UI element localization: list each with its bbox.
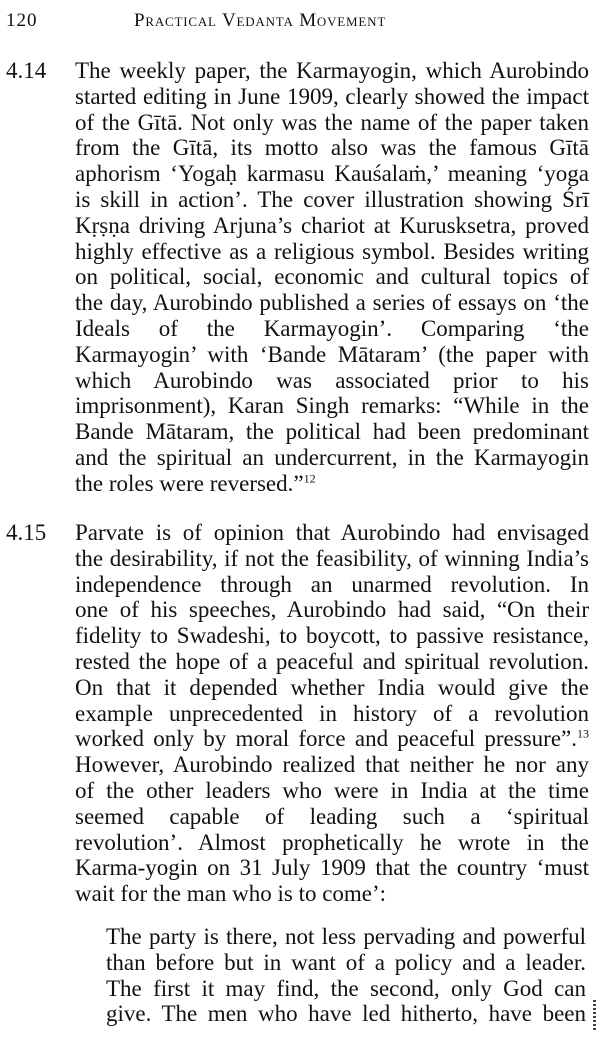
page-number: 120 [6,10,38,31]
quote-line: give. The men who have led hitherto, have been [106,1001,586,1027]
text-line: which Aurobindo was associated prior to his [75,367,589,393]
text-line: example unprecedented in history of a revolution [75,700,589,726]
section-number: 4.15 [6,520,47,545]
quote-line: than before but in want of a policy and a leader. [106,949,586,975]
section-body [75,520,589,907]
footnote-marker: 12 [303,471,316,486]
text-line: on political, social, economic and cultural topics of [75,264,589,290]
text-line: revolution’. Almost prophetically he wrote in the [75,829,589,855]
section-body [75,58,589,497]
quote-line: The first it may find, the second, only God can [106,975,586,1001]
text-line: one of his speeches, Aurobindo had said, “On their [75,597,589,623]
text-line: However, Aurobindo realized that neither he nor any [75,752,589,778]
text-line: started editing in June 1909, clearly showed the impact [75,83,589,109]
text-line: Bande Mātaram, the political had been predominant [75,419,589,445]
text-line: from the Gītā, its motto also was the famous Gītā [75,135,589,161]
text-line: of the Gītā. Not only was the name of the paper taken [75,109,589,135]
section-number: 4.14 [6,58,47,83]
text-line: the day, Aurobindo published a series of essays on ‘the [75,290,589,316]
quote-line: The party is there, not less pervading and powerful [106,924,586,949]
text-line: The weekly paper, the Karmayogin, which Aurobindo [75,58,589,83]
page-header [6,6,590,36]
text-line: of the other leaders who were in India at the time [75,777,589,803]
text-line: Ideals of the Karmayogin’. Comparing ‘the [75,315,589,341]
text-line: is skill in action’. The cover illustration showing Śrī [75,186,589,212]
page-edge-mark [593,1000,596,1030]
text-line: Kṛṣṇa driving Arjuna’s chariot at Kurusksetra, proved [75,212,589,238]
text-line: On that it depended whether India would give the [75,674,589,700]
block-quotation [106,924,586,1027]
text-line: Karma-yogin on 31 July 1909 that the country ‘must [75,855,589,881]
text-line: seemed capable of leading such a ‘spiritual [75,803,589,829]
text-line-with-footnote [75,726,589,752]
text-line: the desirability, if not the feasibility, of winning India’s [75,545,589,571]
text-line: highly effective as a religious symbol. Besides writing [75,238,589,264]
running-title: Practical Vedanta Movement [134,10,387,31]
text-line: wait for the man who is to come’: [75,881,387,907]
text-line: independence through an unarmed revolution. In [75,571,589,597]
text-line-content: worked only by moral force and peaceful pressure”. [75,726,577,752]
text-line-last [75,471,589,497]
text-line: rested the hope of a peaceful and spiritual revolution. [75,648,589,674]
text-line: aphorism ‘Yogaḥ karmasu Kauśalaṁ,’ meaning ‘yoga [75,161,589,187]
text-line: Parvate is of opinion that Aurobindo had envisaged [75,520,589,545]
text-line: fidelity to Swadeshi, to boycott, to passive resistance, [75,623,589,649]
text-line: Karmayogin’ with ‘Bande Mātaram’ (the paper with [75,341,589,367]
text-line-content: the roles were reversed.” [75,470,304,496]
footnote-marker: 13 [577,726,589,741]
text-line: and the spiritual an undercurrent, in the Karmayogin [75,444,589,470]
text-line: imprisonment), Karan Singh remarks: “While in the [75,393,589,419]
